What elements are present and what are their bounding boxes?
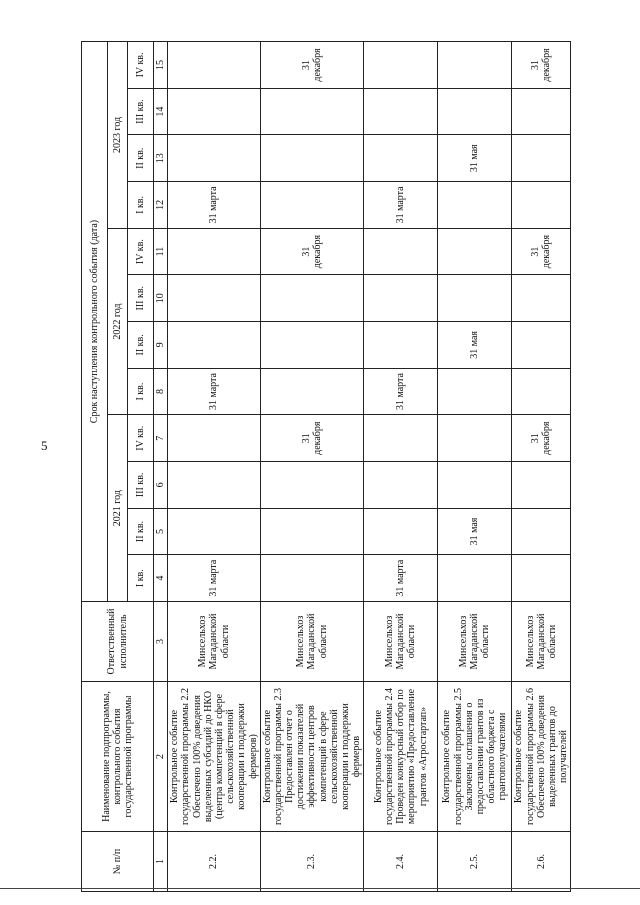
column-index: 14	[154, 88, 168, 135]
deadline-cell	[512, 135, 571, 182]
deadline-cell: 31 марта	[364, 182, 438, 229]
deadline-cell	[512, 182, 571, 229]
header-quarter: IV кв.	[128, 415, 154, 462]
deadline-cell	[512, 88, 571, 135]
row-number: 2.3.	[260, 832, 364, 892]
deadline-cell	[364, 42, 438, 89]
deadline-cell	[260, 135, 364, 182]
table-row	[512, 42, 571, 892]
deadline-cell	[260, 368, 364, 415]
row-number: 2.5.	[438, 832, 512, 892]
deadline-cell: 31 декабря	[260, 228, 364, 275]
deadline-cell	[168, 42, 261, 89]
deadline-cell	[438, 275, 512, 322]
column-index: 6	[154, 462, 168, 509]
deadline-cell: 31 декабря	[512, 228, 571, 275]
header-quarter: I кв.	[128, 555, 154, 602]
page-number: 5	[41, 438, 48, 453]
deadline-cell: 31 декабря	[260, 415, 364, 462]
deadline-cell	[364, 275, 438, 322]
deadline-cell	[512, 322, 571, 369]
header-quarter: IV кв.	[128, 228, 154, 275]
deadline-cell: 31 марта	[168, 368, 261, 415]
deadline-cell	[438, 182, 512, 229]
deadline-cell: 31 декабря	[260, 42, 364, 89]
deadline-cell	[512, 462, 571, 509]
deadline-cell	[260, 88, 364, 135]
deadline-cell	[364, 415, 438, 462]
deadline-cell	[438, 415, 512, 462]
deadline-cell: 31 мая	[438, 135, 512, 182]
column-index: 10	[154, 275, 168, 322]
column-index: 9	[154, 322, 168, 369]
row-number: 2.2.	[168, 832, 261, 892]
deadline-cell: 31 марта	[364, 368, 438, 415]
control-events-table	[81, 41, 571, 892]
deadline-cell	[438, 88, 512, 135]
deadline-cell	[438, 368, 512, 415]
responsible-executor: Минсельхоз Магаданской области	[512, 602, 571, 682]
table-row	[168, 42, 261, 892]
column-index: 12	[154, 182, 168, 229]
deadline-cell	[168, 322, 261, 369]
deadline-cell: 31 марта	[364, 555, 438, 602]
deadline-cell	[168, 415, 261, 462]
deadline-cell	[260, 508, 364, 555]
responsible-executor: Минсельхоз Магаданской области	[168, 602, 261, 682]
deadline-cell	[512, 508, 571, 555]
bottom-rule	[0, 888, 640, 889]
header-quarter: III кв.	[128, 462, 154, 509]
header-quarter: I кв.	[128, 182, 154, 229]
header-quarter: III кв.	[128, 275, 154, 322]
responsible-executor: Минсельхоз Магаданской области	[260, 602, 364, 682]
column-index: 1	[154, 832, 168, 892]
event-description: Контрольное событие государственной программы 2.3 Предоставлен отчет о достижении показателей эффективности центров компетенций в сфере сельскохозяйственной кооперации и поддержки фермеров	[260, 682, 364, 832]
deadline-cell	[364, 135, 438, 182]
deadline-cell	[364, 508, 438, 555]
header-name: Наименование подпрограммы, контрольного события государственной программы	[82, 682, 154, 832]
event-description: Контрольное событие государственной программы 2.6 Обеспечено 100% доведения выделенных грантов до получателей	[512, 682, 571, 832]
deadline-cell: 31 марта	[168, 182, 261, 229]
table-row	[438, 42, 512, 892]
deadline-cell	[168, 462, 261, 509]
header-quarter: I кв.	[128, 368, 154, 415]
table-row	[260, 42, 364, 892]
deadline-cell: 31 декабря	[512, 415, 571, 462]
header-quarter: IV кв.	[128, 42, 154, 89]
deadline-cell	[512, 555, 571, 602]
deadline-cell	[438, 462, 512, 509]
event-description: Контрольное событие государственной программы 2.4 Проведен конкурсный отбор по мероприятию «Предоставление грантов «Агростартап»	[364, 682, 438, 832]
deadline-cell	[260, 462, 364, 509]
deadline-cell	[438, 555, 512, 602]
deadline-cell	[364, 322, 438, 369]
column-index-row	[154, 42, 168, 892]
row-number: 2.4.	[364, 832, 438, 892]
event-description: Контрольное событие государственной программы 2.5 Заключены соглашения о предоставлении грантов из областного бюджета с грантополучателями	[438, 682, 512, 832]
deadline-cell	[438, 42, 512, 89]
responsible-executor: Минсельхоз Магаданской области	[438, 602, 512, 682]
deadline-cell	[364, 88, 438, 135]
table-row	[364, 42, 438, 892]
row-number: 2.6.	[512, 832, 571, 892]
column-index: 2	[154, 682, 168, 832]
column-index: 3	[154, 602, 168, 682]
rotated-table-wrapper	[81, 42, 570, 892]
column-index: 5	[154, 508, 168, 555]
deadline-cell	[364, 462, 438, 509]
deadline-cell	[438, 228, 512, 275]
column-index: 4	[154, 555, 168, 602]
header-dates: Срок наступления контрольного события (дата)	[82, 42, 108, 602]
column-index: 15	[154, 42, 168, 89]
column-index: 7	[154, 415, 168, 462]
deadline-cell	[168, 508, 261, 555]
deadline-cell	[260, 182, 364, 229]
event-description: Контрольное событие государственной программы 2.2 Обеспечено 100% доведения выделенных субсидий до НКО (центра компетенций в сфере сельскохозяйственной кооперации и поддержки фермеров)	[168, 682, 261, 832]
header-number: № п/п	[82, 832, 154, 892]
deadline-cell	[168, 88, 261, 135]
header-quarter: II кв.	[128, 508, 154, 555]
header-quarter: II кв.	[128, 135, 154, 182]
header-year: 2023 год	[108, 42, 128, 229]
deadline-cell	[512, 368, 571, 415]
deadline-cell	[168, 275, 261, 322]
column-index: 13	[154, 135, 168, 182]
deadline-cell: 31 декабря	[512, 42, 571, 89]
deadline-cell: 31 мая	[438, 322, 512, 369]
deadline-cell	[260, 275, 364, 322]
deadline-cell	[260, 322, 364, 369]
deadline-cell	[512, 275, 571, 322]
column-index: 8	[154, 368, 168, 415]
deadline-cell	[168, 228, 261, 275]
responsible-executor: Минсельхоз Магаданской области	[364, 602, 438, 682]
deadline-cell	[260, 555, 364, 602]
deadline-cell	[168, 135, 261, 182]
column-index: 11	[154, 228, 168, 275]
deadline-cell: 31 мая	[438, 508, 512, 555]
header-year: 2022 год	[108, 228, 128, 415]
header-responsible: Ответственный исполнитель	[82, 602, 154, 682]
header-year: 2021 год	[108, 415, 128, 602]
header-quarter: III кв.	[128, 88, 154, 135]
deadline-cell: 31 марта	[168, 555, 261, 602]
deadline-cell	[364, 228, 438, 275]
header-quarter: II кв.	[128, 322, 154, 369]
